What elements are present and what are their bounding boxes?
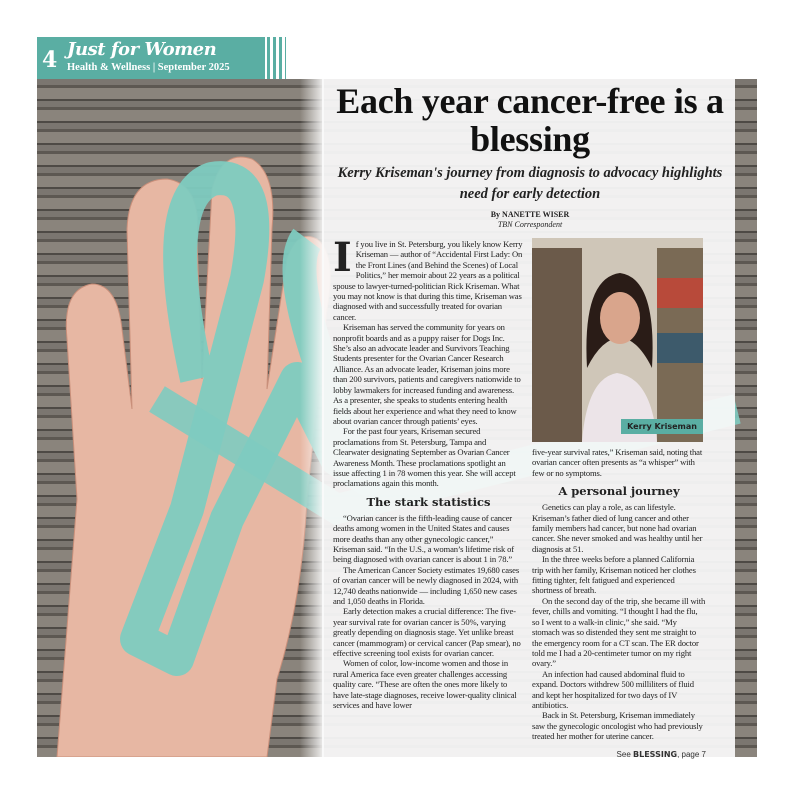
section-subtitle: Health & Wellness | September 2025 — [67, 62, 230, 73]
drop-cap: I — [333, 234, 352, 281]
paragraph: Back in St. Petersburg, Kriseman immediately saw the gynecologic oncologist who had previously treated her mother for uterine cancer. — [532, 710, 703, 742]
section-title: Just for Women — [67, 39, 217, 60]
paragraph: An infection had caused abdominal fluid to expand. Doctors withdrew 500 milliliters of fluid and kept her hospitalized for two days of IV antibiotics. — [532, 668, 694, 710]
paragraph: Kriseman has served the community for years on nonprofit boards and as a puppy raiser for Dogs Inc. She’s also an advocate leader and Survivors Teaching Students presenter for the Ovarian Cancer Research Alliance. As an advocate leader, Kriseman joins more than 200 survivors, patients and caregivers nationwide to lobby lawmakers for increased funding and awareness. As a presenter, she speaks to students entering health fields about her experience and what they need to know about ovarian cancer through patients’ eyes. — [333, 322, 521, 426]
panel-fade — [300, 79, 324, 757]
subheadline: Kerry Kriseman's journey from diagnosis to advocacy highlights need for early detection — [337, 165, 723, 202]
subheading: A personal journey — [558, 484, 680, 499]
page-number: 4 — [42, 47, 58, 73]
paragraph-text: f you live in St. Petersburg, you likely know Kerry Kriseman — author of “Accidental First Lady: On the Front Lines (and Behind the Scenes) of Local Politics,” her memoir about 22 years as a political spouse to lawyer-turned-politician Rick Kriseman. What you may not know is that during this time, Kriseman was diagnosed with and successfully treated for ovarian cancer. — [333, 239, 523, 322]
column-2 — [532, 447, 706, 759]
paragraph — [333, 234, 524, 322]
paragraph: Genetics can play a role, as can lifestyle. Kriseman’s father died of lung cancer and other family members had cancer, but none had ovarian cancer. She never smoked and was healthy until her diagnosis at 51. — [532, 502, 703, 554]
byline: By NANETTE WISER — [490, 210, 570, 219]
photo-caption: Kerry Kriseman — [621, 419, 703, 434]
paragraph: For the past four years, Kriseman secured proclamations from St. Petersburg, Tampa and Clearwater designating September as Ovarian Cancer Awareness Month. These proclamations spotlight an issue affecting 1 in 78 women this year. She will accept proclamations again this month. — [333, 426, 516, 489]
jump-line[interactable] — [532, 750, 706, 759]
paragraph: Women of color, low-income women and those in rural America face even greater challenges accessing quality care. “These are often the ones more likely to have late-stage diagnoses, receive lower-quality clinical services and have lower — [333, 658, 517, 711]
column-1 — [333, 234, 524, 711]
paragraph: On the second day of the trip, she became ill with fever, chills and vomiting. “I thought I had the flu, so I went to a walk-in clinic,” she said. “My stomach was so distended they sent me straight to the emergency room for a CT scan. The ER doctor told me I had a 20-centimeter tumor on my right ovary.” — [532, 595, 706, 669]
paragraph: In the three weeks before a planned California trip with her family, Kriseman noticed her clothes fitting tighter, felt fatigued and experienced shortness of breath. — [532, 554, 696, 596]
portrait-illustration — [532, 238, 703, 442]
section-header — [37, 37, 265, 79]
paragraph: five-year survival rates,” Kriseman said, noting that ovarian cancer often presents as “a whisper” with few or no symptoms. — [532, 447, 703, 478]
portrait-photo — [532, 238, 703, 442]
byline-role: TBN Correspondent — [497, 220, 563, 229]
headline: Each year cancer-free is a blessing — [336, 81, 724, 159]
jump-keyword: BLESSING — [633, 749, 678, 759]
paragraph: “Ovarian cancer is the fifth-leading cause of cancer deaths among women in the United States and causes more deaths than any other gynecologic cancer,” Kriseman said. “In the U.S., a woman’s lifetime risk of being diagnosed with ovarian cancer is about 1 in 78.” — [333, 512, 515, 565]
header-stripes — [267, 37, 286, 79]
paragraph: Early detection makes a crucial difference: The five-year survival rate for ovarian cancer is 50%, varying greatly depending on diagnosis stage. Yet unlike breast cancer (mammogram) or cervical cancer (Pap smear), no effective screening tool exists for ovarian cancer. — [333, 606, 521, 659]
jump-prefix: See — [616, 749, 634, 759]
jump-suffix: , page 7 — [677, 749, 706, 759]
subheading: The stark statistics — [366, 494, 491, 509]
paragraph: The American Cancer Society estimates 19,680 cases of ovarian cancer will be newly diagnosed in 2024, with 12,740 deaths nationwide — including 1,650 new cases and 1,050 deaths in Florida. — [333, 564, 520, 606]
